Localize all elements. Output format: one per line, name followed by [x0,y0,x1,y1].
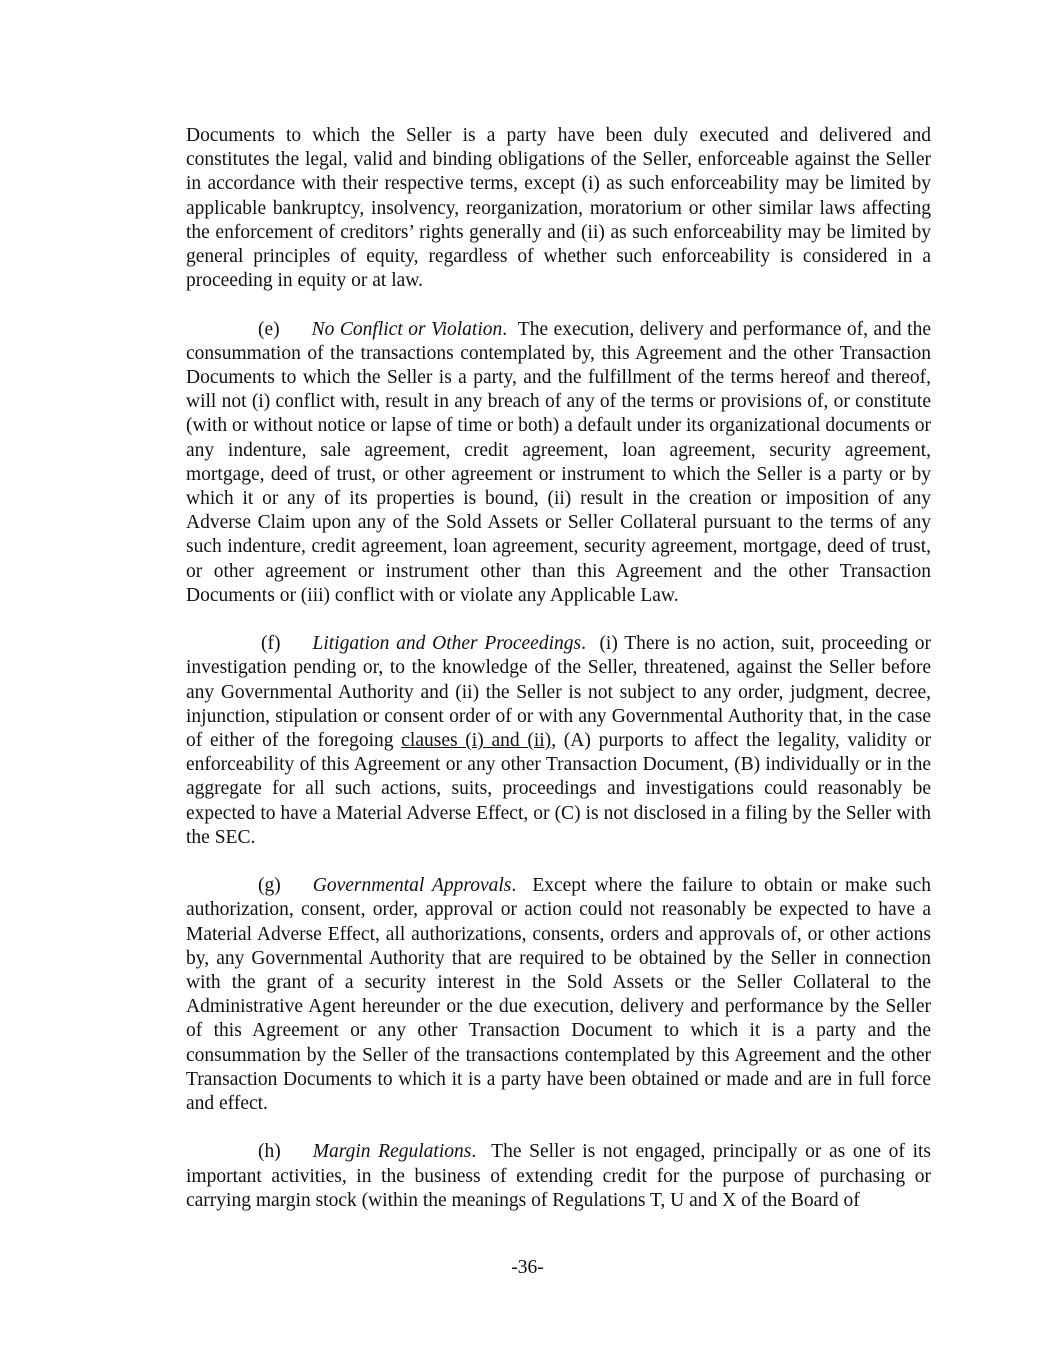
paragraph-continuation-text: Documents to which the Seller is a party have been duly executed and delivered and constitutes the legal, valid and binding obligations of the Seller, enforceable against the Seller in accordance with their respective terms, except (i) as such enforceability may be limited by applicable bankruptcy, insolvency, reorganization, moratorium or other similar laws affecting the enforcement of creditors’ rights generally and (ii) as such enforceability may be limited by general principles of equity, regardless of whether such enforceability is considered in a proceeding in equity or at law. [186,125,931,292]
paragraph-e-heading: No Conflict or Violation [311,318,503,340]
cross-reference-clauses: clauses (i) and (ii) [401,730,552,752]
paragraph-h-heading: Margin Regulations [312,1141,472,1163]
paragraph-g-label: (g) [258,875,281,897]
paragraph-h: (h) Margin Regulations. The Seller is not engaged, principally or as one of its important activities, in the business of extending credit for the purpose of purchasing or carrying margin stock (within the meanings of Regulations T, U and X of the Board of [186,1141,931,1211]
paragraph-f-text-before: (i) There is no action, suit, proceeding or investigation pending or, to the knowledge of the Seller, threatened, against the Seller before any Governmental Authority and (ii) the Seller is not subject to any order, judgment, decree, injunction, stipulation or consent order of or with any Governmental Authority that, in the case of either of the foregoing [186,633,931,752]
document-page [186,124,931,1237]
paragraph-f-label: (f) [261,633,281,655]
paragraph-g-text: Except where the failure to obtain or make such authorization, consent, order, approval or action could not reasonably be expected to have a Material Adverse Effect, all authorizations, consents, orders and approvals of, or other actions by, any Governmental Authority that are required to be obtained by the Seller in connection with the grant of a security interest in the Sold Assets or the Seller Collateral to the Administrative Agent hereunder or the due execution, delivery and performance by the Seller of this Agreement or any other Transaction Document to which it is a party and the consummation by the Seller of the transactions contemplated by this Agreement and the other Transaction Documents to which it is a party have been obtained or made and are in full force and effect. [186,875,932,1115]
paragraph-g-heading: Governmental Approvals [312,875,512,897]
paragraph-continuation [186,124,931,293]
paragraph-h-text: The Seller is not engaged, principally or as one of its important activities, in the business of extending credit for the purpose of purchasing or carrying margin stock (within the meanings of Regulations T, U and X of the Board of [186,1141,931,1211]
paragraph-f: (f) Litigation and Other Proceedings. (i) There is no action, suit, proceeding or investigation pending or, to the knowledge of the Seller, threatened, against the Seller before any Governmental Authority and (ii) the Seller is not subject to any order, judgment, decree, injunction, stipulation or consent order of or with any Governmental Authority that, in the case of either of the foregoing clauses (i) and (ii), (A) purports to affect the legality, validity or enforceability of this Agreement or any other Transaction Document, (B) individually or in the aggregate for all such actions, suits, proceedings and investigations could reasonably be expected to have a Material Adverse Effect, or (C) is not disclosed in a filing by the Seller with the SEC. [186,633,932,848]
paragraph-e-text: The execution, delivery and performance of, and the consummation of the transactions contemplated by, this Agreement and the other Transaction Documents to which the Seller is a party, and the fulfillment of the terms hereof and thereof, will not (i) conflict with, result in any breach of any of the terms or provisions of, or constitute (with or without notice or lapse of time or both) a default under its organizational documents or any indenture, sale agreement, credit agreement, loan agreement, security agreement, mortgage, deed of trust, or other agreement or instrument to which the Seller is a party or by which it or any of its properties is bound, (ii) result in the creation or imposition of any Adverse Claim upon any of the Sold Assets or Seller Collateral pursuant to the terms of any such indenture, credit agreement, loan agreement, security agreement, mortgage, deed of trust, or other agreement or instrument other than this Agreement and the other Transaction Documents or (iii) conflict with or violate any Applicable Law. [186,318,932,606]
paragraph-g: (g) Governmental Approvals. Except where the failure to obtain or make such authorization, consent, order, approval or action could not reasonably be expected to have a Material Adverse Effect, all authorizations, consents, orders and approvals of, or other actions by, any Governmental Authority that are required to be obtained by the Seller in connection with the grant of a security interest in the Sold Assets or the Seller Collateral to the Administrative Agent hereunder or the due execution, delivery and performance by the Seller of this Agreement or any other Transaction Document to which it is a party and the consummation by the Seller of the transactions contemplated by this Agreement and the other Transaction Documents to which it is a party have been obtained or made and are in full force and effect. [186,875,932,1115]
paragraph-h-label: (h) [258,1141,281,1163]
paragraph-e-label: (e) [258,318,280,340]
paragraph-f-heading: Litigation and Other Proceedings [312,633,582,655]
paragraph-e: (e) No Conflict or Violation. The execution, delivery and performance of, and the consummation of the transactions contemplated by, this Agreement and the other Transaction Documents to which the Seller is a party, and the fulfillment of the terms hereof and thereof, will not (i) conflict with, result in any breach of any of the terms or provisions of, or constitute (with or without notice or lapse of time or both) a default under its organizational documents or any indenture, sale agreement, credit agreement, loan agreement, security agreement, mortgage, deed of trust, or other agreement or instrument to which the Seller is a party or by which it or any of its properties is bound, (ii) result in the creation or imposition of any Adverse Claim upon any of the Sold Assets or Seller Collateral pursuant to the terms of any such indenture, credit agreement, loan agreement, security agreement, mortgage, deed of trust, or other agreement or instrument other than this Agreement and the other Transaction Documents or (iii) conflict with or violate any Applicable Law. [186,318,932,606]
paragraph-f-text-after: , (A) purports to affect the legality, validity or enforceability of this Agreement or any other Transaction Document, (B) individually or in the aggregate for all such actions, suits, proceedings and investigations could reasonably be expected to have a Material Adverse Effect, or (C) is not disclosed in a filing by the Seller with the SEC. [186,730,932,848]
page-number: -36- [511,1257,544,1278]
